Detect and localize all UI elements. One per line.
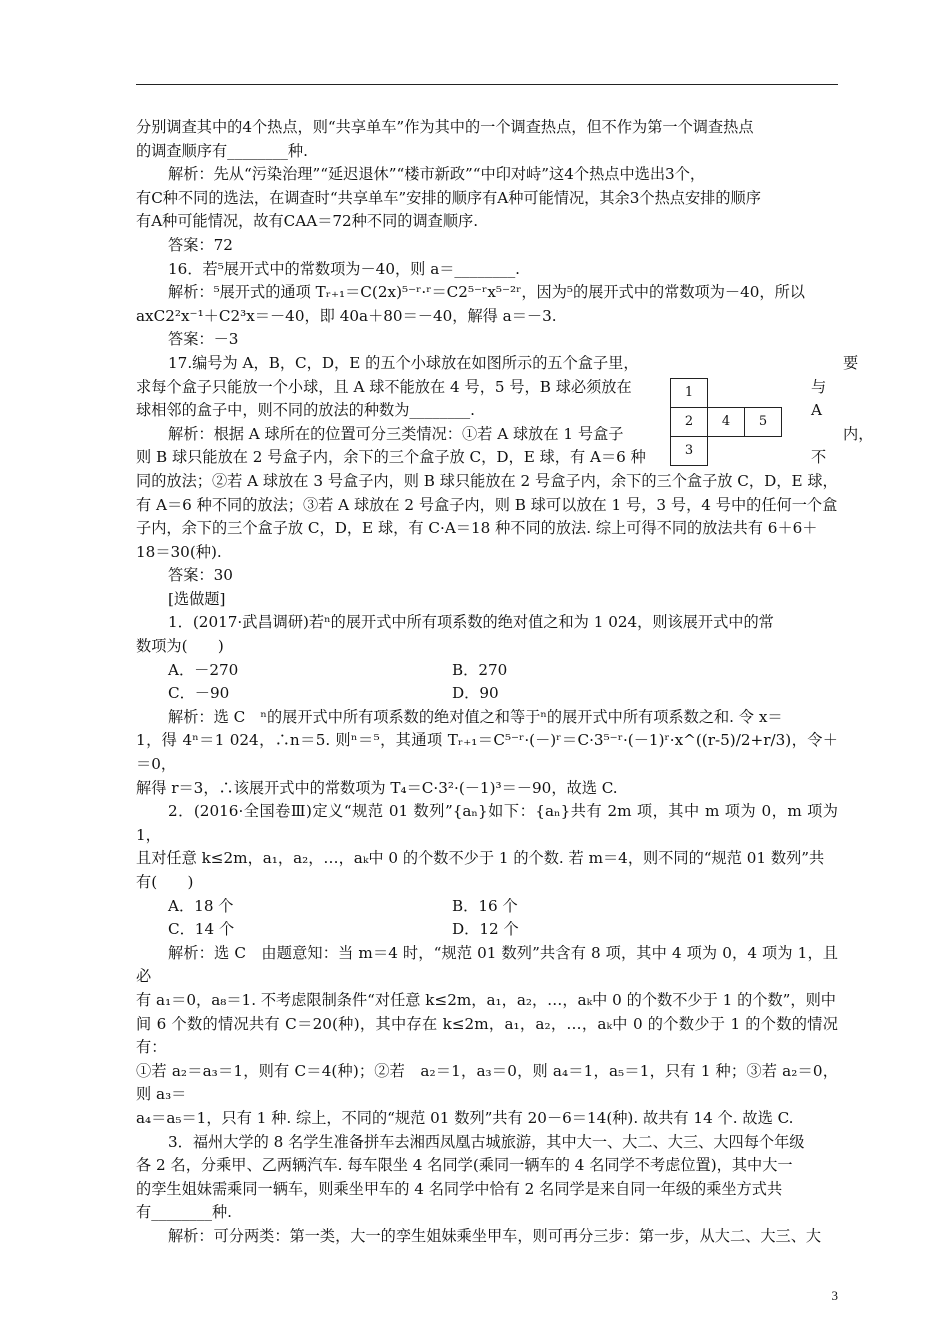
box-1: 1: [670, 378, 708, 408]
answer-line: 答案：－3: [168, 330, 239, 349]
option-b: B．270: [452, 660, 508, 679]
document-body: [136, 116, 874, 1249]
paragraph: 的孪生姐妹需乘同一辆车，则乘坐甲车的 4 名同学中恰有 2 名同学是来自同一年级的乘坐方式共: [136, 1179, 783, 1198]
answer-line: 答案：30: [168, 566, 233, 585]
answer-line: 答案：72: [168, 235, 233, 254]
paragraph: axC2²x⁻¹＋C2³x＝－40，即 40a＋80＝－40，解得 a＝－3.: [136, 306, 557, 325]
box-diagram: [668, 378, 838, 508]
paragraph: 有C种不同的选法，在调查时“共享单车”安排的顺序有A种可能情况，其余3个热点安排的顺序: [136, 188, 761, 207]
paragraph-text: 解析：根据 A 球所在的位置可分三类情况：①若 A 球放在 1 号盒子: [168, 424, 624, 443]
question-3: 3．福州大学的 8 名学生准备拼车去湘西凤凰古城旅游，其中大一、大二、大三、大四每个年级: [168, 1132, 805, 1151]
paragraph: 解析：先从“污染治理”“延迟退休”“楼市新政”“中印对峙”这4个热点中选出3个，: [168, 165, 706, 184]
option-a: A．18 个: [168, 896, 234, 915]
paragraph: a₄＝a₅＝1，只有 1 种. 综上，不同的“规范 01 数列”共有 20－6＝14(种). 故共有 14 个. 故选 C.: [136, 1108, 794, 1127]
options-row: [136, 659, 838, 683]
box-5: 5: [744, 407, 782, 437]
paragraph: 有 A＝6 种不同的放法；③若 A 球放在 2 号盒子内，则 B 球可以放在 1 号，3 号，4 号中的任何一个盒: [136, 495, 838, 514]
page-number: 3: [831, 1288, 838, 1303]
option-d: D．90: [452, 684, 499, 703]
wrap-text: 要: [843, 353, 859, 372]
option-c: C．14 个: [168, 920, 235, 939]
paragraph: 的调查顺序有________种.: [136, 141, 308, 160]
paragraph: 有________种.: [136, 1203, 232, 1222]
box-2: 2: [670, 407, 708, 437]
option-a: A．－270: [168, 660, 239, 679]
options-row: [136, 918, 838, 942]
box-3: 3: [670, 436, 708, 466]
paragraph: 解析：⁵展开式的通项 Tᵣ₊₁＝C(2x)⁵⁻ʳ·ʳ＝C2⁵⁻ʳx⁵⁻²ʳ，因为⁵的展开式中的常数项为－40，所以: [168, 283, 805, 302]
question-16: 16．若⁵展开式中的常数项为－40，则 a＝________.: [168, 259, 521, 278]
option-b: B．16 个: [452, 896, 518, 915]
section-heading: [选做题]: [168, 589, 226, 608]
box-4: 4: [707, 407, 745, 437]
question-17-text: 17.编号为 A，B，C，D，E 的五个小球放在如图所示的五个盒子里，: [168, 353, 639, 372]
options-row: [136, 682, 838, 706]
wrap-text: 内，: [843, 424, 874, 443]
question-2: 2．(2016·全国卷Ⅲ)定义“规范 01 数列”{aₙ}如下：{aₙ}共有 2m 项，其中 m 项为 0，m 项为 1，: [136, 802, 838, 844]
paragraph: 18＝30(种).: [136, 542, 222, 561]
options-row: [136, 895, 838, 919]
option-d: D．12 个: [452, 920, 519, 939]
paragraph: 间 6 个数的情况共有 C＝20(种)，其中存在 k≤2m，a₁，a₂，…，aₖ中 0 的个数少于 1 的个数的情况有：: [136, 1014, 838, 1057]
paragraph: 1，得 4ⁿ＝1 024，∴n＝5. 则ⁿ＝⁵，其通项 Tᵣ₊₁＝C⁵⁻ʳ·(－)ʳ＝C·3⁵⁻ʳ·(－1)ʳ·x^((r-5)/2+r/3)，令＋＝0，: [136, 731, 838, 774]
paragraph: 数项为( ): [136, 637, 224, 656]
paragraph: ①若 a₂＝a₃＝1，则有 C＝4(种)；②若 a₂＝1，a₃＝0，则 a₄＝1，a₅＝1，只有 1 种；③若 a₂＝0，则 a₃＝: [136, 1061, 838, 1104]
paragraph: 子内，余下的三个盒子放 C，D，E 球，有 C·A＝18 种不同的放法. 综上可得不同的放法共有 6＋6＋: [136, 519, 818, 538]
paragraph: 球相邻的盒子中，则不同的放法的种数为________.: [136, 401, 475, 420]
paragraph: 解得 r＝3，∴该展开式中的常数项为 T₄＝C·3²·(－1)³＝－90，故选 C.: [136, 778, 618, 797]
paragraph: 且对任意 k≤2m，a₁，a₂，…，aₖ中 0 的个数不少于 1 的个数. 若 m＝4，则不同的“规范 01 数列”共: [136, 849, 825, 868]
wrap-text: 与 A: [811, 377, 827, 420]
paragraph-text: 则 B 球只能放在 2 号盒子内，余下的三个盒子放 C，D，E 球，有 A＝6 种: [136, 448, 646, 467]
paragraph: 解析：选 C ⁿ的展开式中所有项系数的绝对值之和等于ⁿ的展开式中所有项系数之和. 令 x＝: [168, 707, 783, 726]
wrap-text: 不: [811, 448, 827, 467]
paragraph-text: 求每个盒子只能放一个小球，且 A 球不能放在 4 号，5 号，B 球必须放在: [136, 377, 632, 396]
question-1: 1．(2017·武昌调研)若ⁿ的展开式中所有项系数的绝对值之和为 1 024，则该展开式中的常: [168, 613, 774, 632]
option-c: C．－90: [168, 684, 230, 703]
paragraph: 有A种可能情况，故有CAA＝72种不同的调查顺序.: [136, 212, 479, 231]
header-rule: [136, 84, 838, 85]
paragraph: 解析：可分两类：第一类，大一的孪生姐妹乘坐甲车，则可再分三步：第一步，从大二、大三、大: [168, 1226, 822, 1245]
paragraph: 解析：选 C 由题意知：当 m＝4 时，“规范 01 数列”共含有 8 项，其中 4 项为 0，4 项为 1，且必: [136, 943, 838, 986]
paragraph: 各 2 名，分乘甲、乙两辆汽车. 每车限坐 4 名同学(乘同一辆车的 4 名同学不考虑位置)，其中大一: [136, 1156, 793, 1175]
paragraph: 分别调查其中的4个热点，则“共享单车”作为其中的一个调查热点，但不作为第一个调查热点: [136, 118, 754, 136]
question-17-line: [136, 352, 859, 376]
paragraph: 有 a₁＝0，a₈＝1. 不考虑限制条件“对任意 k≤2m，a₁，a₂，…，aₖ中 0 的个数不少于 1 的个数”，则中: [136, 990, 836, 1009]
paragraph: 同的放法；②若 A 球放在 3 号盒子内，则 B 球只能放在 2 号盒子内，余下的三个盒子放 C，D，E 球，: [136, 471, 838, 490]
paragraph: 有( ): [136, 873, 194, 891]
